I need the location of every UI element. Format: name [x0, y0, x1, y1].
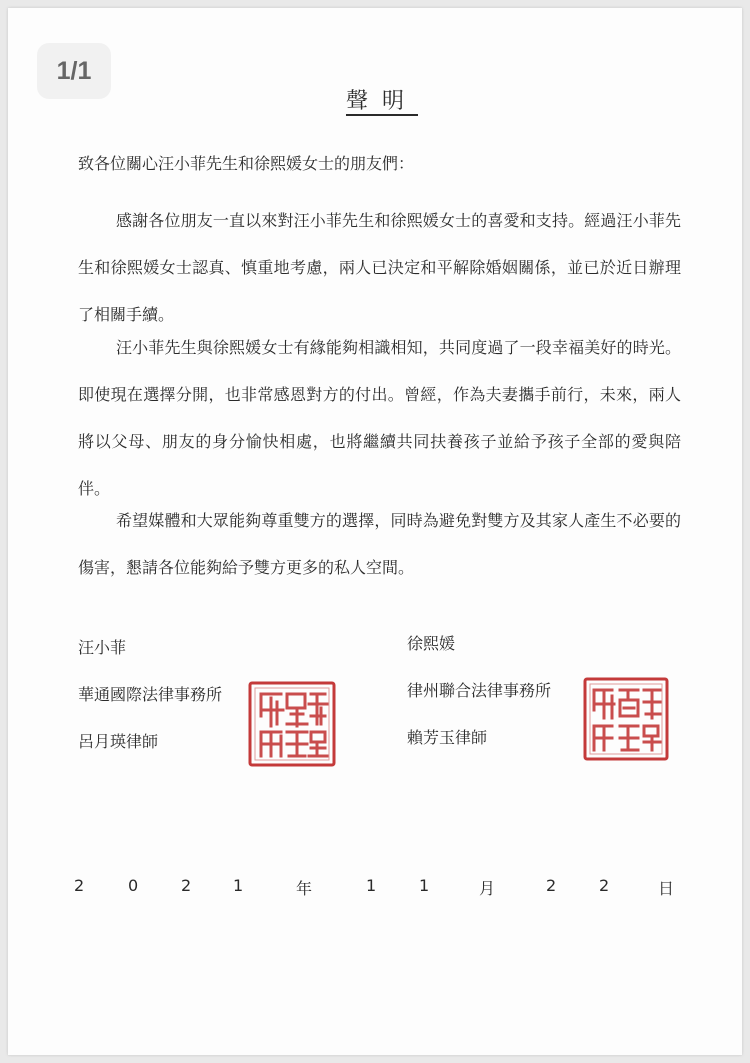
law-firm: 律州聯合法律事務所 — [407, 681, 552, 700]
paragraph-1: 感謝各位朋友一直以來對汪小菲先生和徐熙媛女士的喜愛和支持。經過汪小菲先生和徐熙媛女士認真、慎重地考慮，兩人已決定和平解除婚姻關係，並已於近日辦理了相關手續。 — [78, 211, 681, 324]
lawyer-seal-stamp — [582, 676, 670, 762]
signatory-name: 汪小菲 — [78, 638, 127, 657]
lawyer-name: 賴芳玉律師 — [407, 728, 488, 747]
signature-block-left — [78, 624, 222, 765]
date-char: 2 — [74, 876, 85, 895]
page-counter-badge: 1/1 — [37, 43, 111, 99]
lawyer-seal-stamp — [247, 680, 337, 768]
date-char: 日 — [658, 879, 675, 898]
document-title: 聲明 — [345, 89, 418, 114]
signature-block-right — [407, 620, 551, 761]
date-char: 2 — [546, 876, 557, 895]
date-char: 年 — [296, 879, 313, 898]
date-char: 月 — [479, 879, 496, 898]
law-firm: 華通國際法律事務所 — [78, 685, 223, 704]
date-char: 0 — [128, 876, 139, 895]
date-char: 1 — [419, 876, 430, 895]
lawyer-name: 呂月瑛律師 — [78, 732, 159, 751]
salutation: 致各位關心汪小菲先生和徐熙媛女士的朋友們： — [78, 154, 415, 173]
date-char: 2 — [599, 876, 610, 895]
date-char: 1 — [366, 876, 377, 895]
paragraph-2: 汪小菲先生與徐熙媛女士有緣能夠相識相知，共同度過了一段幸福美好的時光。即使現在選擇分開，也非常感恩對方的付出。曾經，作為夫妻攜手前行，未來，兩人將以父母、朋友的身分愉快相處，也將繼續共同扶養孩子並給予孩子全部的愛與陪伴。 — [78, 338, 681, 498]
signatory-name: 徐熙媛 — [407, 634, 456, 653]
paragraph-3: 希望媒體和大眾能夠尊重雙方的選擇，同時為避免對雙方及其家人產生不必要的傷害，懇請各位能夠給予雙方更多的私人空間。 — [78, 511, 681, 577]
date-char: 2 — [181, 876, 192, 895]
date-char: 1 — [233, 876, 244, 895]
